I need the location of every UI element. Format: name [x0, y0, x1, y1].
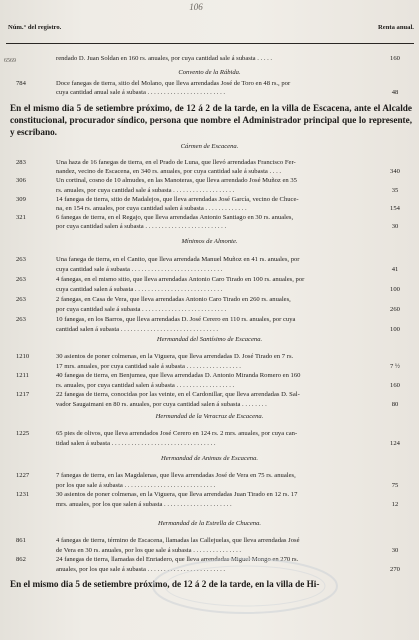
- entry-text: 17 mrs. anuales, por cuya cantidad sale á subasta . . . . . . . . . . . . . . . . .: [56, 362, 241, 370]
- entry-text: cuya cantidad sale á subasta . . . . . . . . . . . . . . . . . . . . . . . . . . . .: [56, 266, 223, 273]
- rent-amount: 12: [391, 500, 399, 508]
- auction-notice: En el mismo dia 5 de setiembre próximo, de 12 á 2 de la tarde, en la villa de Hi-: [10, 579, 320, 589]
- section-heading: Hermandad de la Veracruz de Escacena.: [155, 413, 264, 420]
- entry-text: 4 fanegas, en el mismo sitio, que lleva arrendadas Antonio Caro Tirado en 100 rs. anuales, por: [56, 276, 305, 283]
- rent-amount: 124: [390, 439, 400, 447]
- entry-text: por los que sale á subasta . . . . . . . . . . . . . . . . . . . . . . . . . . . .: [56, 481, 216, 489]
- registry-number: 309: [16, 195, 26, 203]
- header-rule: [6, 43, 414, 44]
- registry-number: 263: [16, 316, 26, 323]
- registry-number: 861: [16, 537, 26, 544]
- entry-text: 24 fanegas de tierra, llamadas del Enriadero, que lleva arrendadas Miguel Mongo en 270 rs.: [56, 556, 299, 564]
- entry-text: nandez, vecino de Escacena, en 340 rs. anuales, por cuya cantidad sale á subasta . . . .: [56, 168, 282, 176]
- section-heading: Hermandad del Santísimo de Escacena.: [156, 336, 263, 343]
- entry-text: 30 asientos de poner colmenas, en la Viguera, que lleva arrendadas D. José Tirado en 7 rs.: [56, 353, 294, 360]
- rent-amount: 41: [391, 266, 399, 273]
- registry-number: 283: [16, 159, 26, 166]
- entry-text: de Vera en 30 rs. anuales, por los que sale á subasta . . . . . . . . . . . . . . .: [56, 546, 242, 554]
- rent-amount: 160: [390, 55, 400, 62]
- rent-amount: 340: [390, 168, 400, 176]
- registry-number: 306: [16, 177, 26, 185]
- entry-text: Una haza de 16 fanegas de tierra, en el Prado de Luna, que llevó arrendadas Francisco Fer-: [56, 159, 296, 166]
- entry-text: 10 fanegas, en los Barros, que lleva arrendadas D. José Cerero en 110 rs. anuales, por cuya: [56, 316, 296, 323]
- entry-text: rs. anuales, por cuya cantidad salen á subasta . . . . . . . . . . . . . . . . . .: [56, 381, 235, 389]
- rent-amount: 48: [391, 89, 399, 96]
- registry-number: 263: [16, 296, 26, 303]
- entry-text: Doce fanegas de tierra, sitio del Molano, que lleva arrendadas José de Toro en 48 rs., por: [56, 80, 291, 87]
- section-heading: Mínimos de Almonte.: [181, 238, 238, 245]
- rent-amount: 7 ½: [390, 362, 400, 370]
- entry-text: tidad salen á subasta . . . . . . . . . . . . . . . . . . . . . . . . . . . . . . . .: [56, 439, 216, 447]
- entry-text: Un cortinal, cosno de 10 almudes, en las Manoteras, que lleva arrendado José Muñoz en 35: [56, 177, 297, 185]
- rent-amount: 30: [391, 223, 399, 231]
- rent-amount: 80: [391, 401, 399, 408]
- rent-amount: 100: [390, 286, 400, 293]
- registry-number: 1227: [16, 472, 30, 479]
- header-annual-rent: Renta anual.: [378, 24, 414, 31]
- registry-number: 263: [16, 276, 26, 283]
- watermark-seal: [150, 556, 340, 616]
- entry-text: 7 fanegas de tierra, en las Magdalenas, que lleva arrendadas José de Vera en 75 rs. anuales,: [56, 472, 296, 479]
- auction-notice: En el mismo dia 5 de setiembre próximo, de 12 á 2 de la tarde, en la villa de Escacena, ante el Alcalde constitucional, procurador síndico, persona que nombre el Administrador principal que lo represente, y escribano.: [10, 103, 412, 137]
- entry-text: 14 fanegas de tierra, sitio de Madalejos, que lleva arrendadas José García, vecino de Chuce-: [56, 195, 299, 203]
- margin-stamp: 6569: [4, 58, 16, 64]
- entry-text: Una fanega de tierra, en el Canito, que lleva arrendada Manuel Muñoz en 41 rs. anuales, por: [56, 256, 300, 263]
- registry-number: 1225: [16, 430, 30, 437]
- entry-text: 2 fanegas, en Casa de Vera, que lleva arrendadas Antonio Caro Tirado en 260 rs. anuales,: [56, 296, 291, 303]
- rent-amount: 160: [390, 381, 400, 389]
- entry-text: cuya cantidad anual sale á subasta . . . . . . . . . . . . . . . . . . . . . . . .: [56, 89, 226, 96]
- rent-amount: 260: [390, 306, 400, 313]
- registry-number: 1217: [16, 391, 30, 399]
- entry-text: vador Saugaimani en 80 rs. anuales, por cuya cantidad salen á subasta . . . . . . . .: [56, 401, 267, 408]
- entry-text: 22 fanegas de tierra, conocidas por las veinte, en el Cardonillar, que lleva arrendadas D. Sal-: [56, 391, 300, 399]
- entry-text: anuales, por los que sale á subasta . . . . . . . . . . . . . . . . . . . . . . . .: [56, 565, 226, 573]
- entry-text: por cuya cantidad salen á subasta . . . . . . . . . . . . . . . . . . . . . . . . .: [56, 223, 227, 231]
- rent-amount: 30: [391, 546, 399, 554]
- entry-text: na, en 154 rs. anuales, por cuya cantidad salen á subasta . . . . . . . . . . . . .: [56, 205, 247, 212]
- registry-number: 263: [16, 256, 26, 263]
- registry-number: 862: [16, 556, 26, 564]
- registry-number: 321: [16, 214, 26, 222]
- entry-text: rendado D. Juan Soldan en 160 rs. anuales, por cuya cantidad sale á subasta . . . . .: [56, 55, 273, 62]
- entry-text: 65 pies de olivos, que lleva arrendados José Cerero en 124 rs. 2 mrs. anuales, por cuya can-: [56, 430, 298, 437]
- rent-amount: 35: [391, 186, 399, 194]
- entry-text: cantidad salen á subasta . . . . . . . . . . . . . . . . . . . . . . . . . . . . . .: [56, 326, 219, 333]
- entry-text: 6 fanegas de tierra, en el Regajo, que lleva arrendadas Antonio Santiago en 30 rs. anuales,: [56, 214, 294, 222]
- header-registry-number: Núm.° del registro.: [8, 24, 62, 31]
- registry-number: 1210: [16, 353, 30, 360]
- entry-text: por cuya cantidad sale á subasta . . . . . . . . . . . . . . . . . . . . . . . . . .: [56, 306, 227, 313]
- entry-text: rs. anuales, por cuya cantidad sale á subasta . . . . . . . . . . . . . . . . . . .: [56, 186, 235, 194]
- page-number: 106: [189, 2, 203, 12]
- registry-number: 1211: [16, 372, 29, 380]
- entry-text: 40 fanegas de tierra, en Benjumea, que lleva arrendadas D. Antonio Miranda Romero en 160: [56, 372, 301, 380]
- rent-amount: 100: [390, 326, 400, 333]
- entry-text: cuya cantidad salen á subasta . . . . . . . . . . . . . . . . . . . . . . . . . . .: [56, 286, 223, 293]
- registry-number: 1231: [16, 491, 30, 499]
- rent-amount: 154: [390, 205, 400, 212]
- section-heading: Hermandad de la Estrella de Chucena.: [157, 520, 262, 527]
- section-heading: Hermandad de Animas de Escacena.: [160, 455, 259, 462]
- entry-text: 4 fanegas de tierra, término de Escacena, llamadas las Callejuelas, que lleva arrendadas José: [56, 537, 300, 544]
- entry-text: 30 asientos de poner colmenas, en la Viguera, que lleva arrendadas Juan Tirado en 12 rs. 17: [56, 491, 298, 499]
- rent-amount: 75: [391, 481, 399, 489]
- section-heading: Convento de la Rábida.: [178, 69, 241, 76]
- section-heading: Cármen de Escacena.: [180, 143, 239, 150]
- rent-amount: 270: [390, 565, 400, 573]
- entry-text: mrs. anuales, por los que salen á subasta . . . . . . . . . . . . . . . . . . . . .: [56, 500, 232, 508]
- registry-number: 784: [16, 80, 26, 87]
